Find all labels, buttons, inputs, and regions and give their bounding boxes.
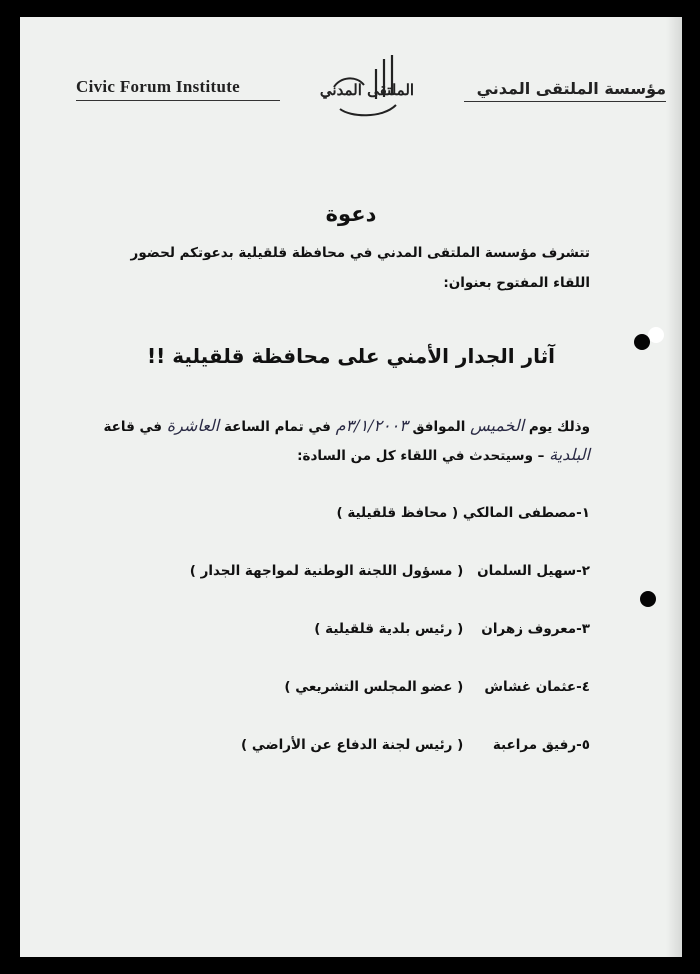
speaker-item <box>130 737 590 795</box>
speaker-name: ٥-رفيق مراعبة <box>492 737 590 753</box>
speaker-role: ( عضو المجلس التشريعي ) <box>284 679 464 695</box>
speaker-name: ٤-عثمان غشاش <box>484 679 590 695</box>
punch-hole <box>640 591 656 607</box>
speaker-item <box>130 679 590 737</box>
handwritten-date: ٣/١/٢٠٠٣م <box>335 416 408 435</box>
speaker-name: ٣-معروف زهران <box>481 621 590 637</box>
date-label: الموافق <box>412 419 466 435</box>
meeting-details-line1 <box>70 416 590 435</box>
handwritten-time: العاشرة <box>166 416 220 435</box>
logo-text: الملتقى المدني <box>320 81 414 99</box>
invitation-intro-line2: اللقاء المفتوح بعنوان: <box>443 275 590 291</box>
invitation-intro-line1: تتشرف مؤسسة الملتقى المدني في محافظة قلقيلية بدعوتكم لحضور <box>130 245 590 261</box>
speakers-list <box>130 505 590 795</box>
meeting-details-line2 <box>70 445 590 464</box>
scan-edge-shadow <box>666 17 682 957</box>
speaker-item <box>130 563 590 621</box>
invitation-title: دعوة <box>325 202 377 226</box>
speaker-item <box>130 621 590 679</box>
speaker-name: ١-مصطفى المالكي <box>462 505 590 521</box>
time-label: في تمام الساعة <box>223 419 331 435</box>
speaker-role: ( مسؤول اللجنة الوطنية لمواجهة الجدار ) <box>189 563 464 579</box>
details-prefix: وذلك يوم <box>528 419 590 435</box>
speaker-role: ( رئيس بلدية قلقيلية ) <box>314 621 464 637</box>
speakers-intro: – وسيتحدث في اللقاء كل من السادة: <box>297 448 545 464</box>
speaker-name: ٢-سهيل السلمان <box>477 563 590 579</box>
handwritten-day: الخميس <box>470 416 525 435</box>
org-name-arabic: مؤسسة الملتقى المدني <box>464 79 666 102</box>
meeting-topic: آثار الجدار الأمني على محافظة قلقيلية !! <box>147 344 555 368</box>
speaker-item <box>130 505 590 563</box>
punch-hole-highlight <box>648 327 664 343</box>
document-page <box>20 17 682 957</box>
organization-logo <box>320 47 414 127</box>
speaker-role: ( محافظ قلقيلية ) <box>336 505 459 521</box>
punch-hole <box>634 334 650 350</box>
org-name-english: Civic Forum Institute <box>76 77 280 101</box>
hall-label: في قاعة <box>103 419 163 435</box>
speaker-role: ( رئيس لجنة الدفاع عن الأراضي ) <box>241 737 464 753</box>
handwritten-venue: البلدية <box>549 445 590 464</box>
